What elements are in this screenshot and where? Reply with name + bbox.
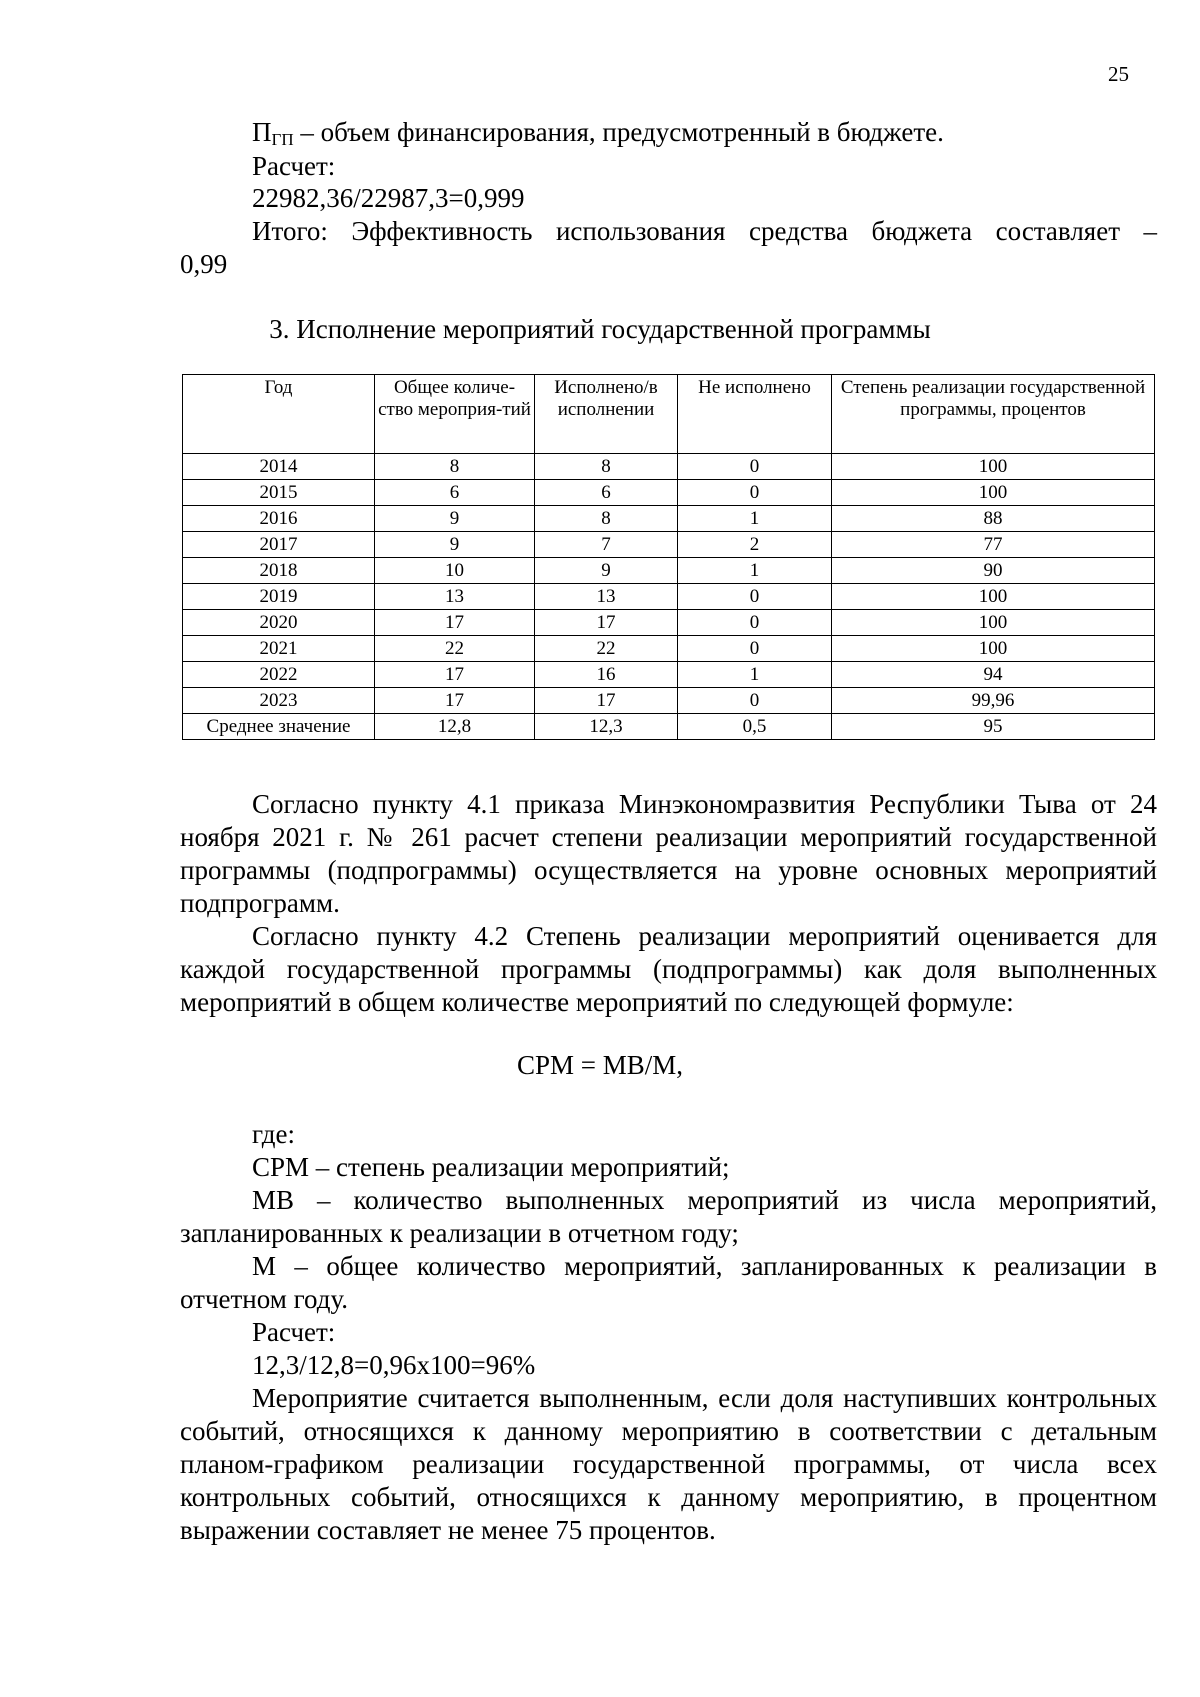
cell-done: 13 — [535, 584, 678, 610]
cell-year: 2021 — [183, 636, 375, 662]
table-row — [183, 610, 1155, 636]
cell-done: 16 — [535, 662, 678, 688]
total-value: 0,99 — [180, 249, 228, 279]
cell-not-done: 0 — [678, 584, 832, 610]
funding-definition — [252, 116, 944, 156]
page-number: 25 — [1108, 62, 1129, 86]
cell-total: 10 — [375, 558, 535, 584]
cell-done: 9 — [535, 558, 678, 584]
header-year: Год — [183, 375, 375, 454]
table-row-average — [183, 714, 1155, 740]
header-percent: Степень реализации государственной программы, процентов — [832, 375, 1155, 454]
cell-total: 13 — [375, 584, 535, 610]
cell-total: 17 — [375, 662, 535, 688]
cell-not-done: 0 — [678, 688, 832, 714]
table-row — [183, 688, 1155, 714]
funding-definition-text: – объем финансирования, предусмотренный в бюджете. — [293, 117, 944, 147]
cell-percent: 100 — [832, 454, 1155, 480]
section-heading: 3. Исполнение мероприятий государственной программы — [269, 314, 931, 344]
cell-not-done: 1 — [678, 506, 832, 532]
cell-year: 2022 — [183, 662, 375, 688]
cell-done: 8 — [535, 454, 678, 480]
paragraph-4-2: Согласно пункту 4.2 Степень реализации мероприятий оценивается для каждой государственной программы (подпрограммы) как доля выполненных мероприятий в общем количестве мероприятий по следующей формуле: — [180, 921, 1157, 1017]
cell-not-done: 0,5 — [678, 714, 832, 740]
cell-year: 2020 — [183, 610, 375, 636]
cell-year: 2023 — [183, 688, 375, 714]
cell-done: 22 — [535, 636, 678, 662]
formula: СРМ = МВ/М, — [516, 1050, 684, 1080]
cell-total: 22 — [375, 636, 535, 662]
header-done: Исполнено/в исполнении — [535, 375, 678, 454]
table-row — [183, 636, 1155, 662]
cell-not-done: 1 — [678, 662, 832, 688]
cell-not-done: 1 — [678, 558, 832, 584]
events-table — [182, 374, 1155, 740]
calc-label-top: Расчет: — [252, 151, 336, 181]
cell-total: 17 — [375, 688, 535, 714]
definition-mv: МВ – количество выполненных мероприятий из числа мероприятий, запланированных к реализации в отчетном году; — [180, 1185, 1157, 1248]
table-row — [183, 532, 1155, 558]
cell-total: 17 — [375, 610, 535, 636]
table-row — [183, 480, 1155, 506]
total-line: Итого: Эффективность использования средства бюджета составляет – — [252, 216, 1157, 246]
cell-not-done: 0 — [678, 480, 832, 506]
table-header-row — [183, 375, 1155, 454]
calc-value-bottom: 12,3/12,8=0,96х100=96% — [252, 1350, 536, 1380]
cell-not-done: 0 — [678, 454, 832, 480]
cell-not-done: 2 — [678, 532, 832, 558]
cell-percent: 95 — [832, 714, 1155, 740]
calc-value-top: 22982,36/22987,3=0,999 — [252, 183, 525, 213]
where-label: где: — [252, 1119, 295, 1149]
cell-year: Среднее значение — [183, 714, 375, 740]
cell-total: 8 — [375, 454, 535, 480]
cell-percent: 77 — [832, 532, 1155, 558]
cell-total: 6 — [375, 480, 535, 506]
cell-done: 17 — [535, 688, 678, 714]
cell-not-done: 0 — [678, 636, 832, 662]
definition-srm: СРМ – степень реализации мероприятий; — [252, 1152, 730, 1182]
symbol-p: П — [252, 117, 272, 147]
cell-done: 12,3 — [535, 714, 678, 740]
cell-total: 9 — [375, 506, 535, 532]
calc-label-bottom: Расчет: — [252, 1317, 336, 1347]
cell-percent: 100 — [832, 610, 1155, 636]
cell-percent: 88 — [832, 506, 1155, 532]
cell-percent: 100 — [832, 636, 1155, 662]
header-total: Общее количе-ство мероприя-тий — [375, 375, 535, 454]
table-row — [183, 506, 1155, 532]
table-row — [183, 662, 1155, 688]
cell-done: 7 — [535, 532, 678, 558]
table-row — [183, 454, 1155, 480]
cell-percent: 100 — [832, 480, 1155, 506]
header-not-done: Не исполнено — [678, 375, 832, 454]
cell-percent: 94 — [832, 662, 1155, 688]
paragraph-4-1: Согласно пункту 4.1 приказа Минэкономразвития Республики Тыва от 24 ноября 2021 г. № 261 расчет степени реализации мероприятий государственной программы (подпрограммы) осуществляется на уровне основных мероприятий подпрограмм. — [180, 789, 1157, 918]
cell-percent: 100 — [832, 584, 1155, 610]
cell-done: 17 — [535, 610, 678, 636]
cell-year: 2018 — [183, 558, 375, 584]
cell-done: 8 — [535, 506, 678, 532]
cell-year: 2015 — [183, 480, 375, 506]
definition-m: М – общее количество мероприятий, запланированных к реализации в отчетном году. — [180, 1251, 1157, 1314]
cell-percent: 90 — [832, 558, 1155, 584]
paragraph-completion-rule: Мероприятие считается выполненным, если доля наступивших контрольных событий, относящихся к данному мероприятию в соответствии с детальным планом-графиком реализации государственной программы, от числа всех контрольных событий, относящихся к данному мероприятию, в процентном выражении составляет не менее 75 процентов. — [180, 1383, 1157, 1545]
cell-total: 12,8 — [375, 714, 535, 740]
cell-percent: 99,96 — [832, 688, 1155, 714]
cell-done: 6 — [535, 480, 678, 506]
cell-year: 2016 — [183, 506, 375, 532]
cell-total: 9 — [375, 532, 535, 558]
symbol-subscript: ГП — [271, 130, 294, 149]
table-row — [183, 558, 1155, 584]
cell-not-done: 0 — [678, 610, 832, 636]
cell-year: 2014 — [183, 454, 375, 480]
cell-year: 2017 — [183, 532, 375, 558]
cell-year: 2019 — [183, 584, 375, 610]
table-row — [183, 584, 1155, 610]
